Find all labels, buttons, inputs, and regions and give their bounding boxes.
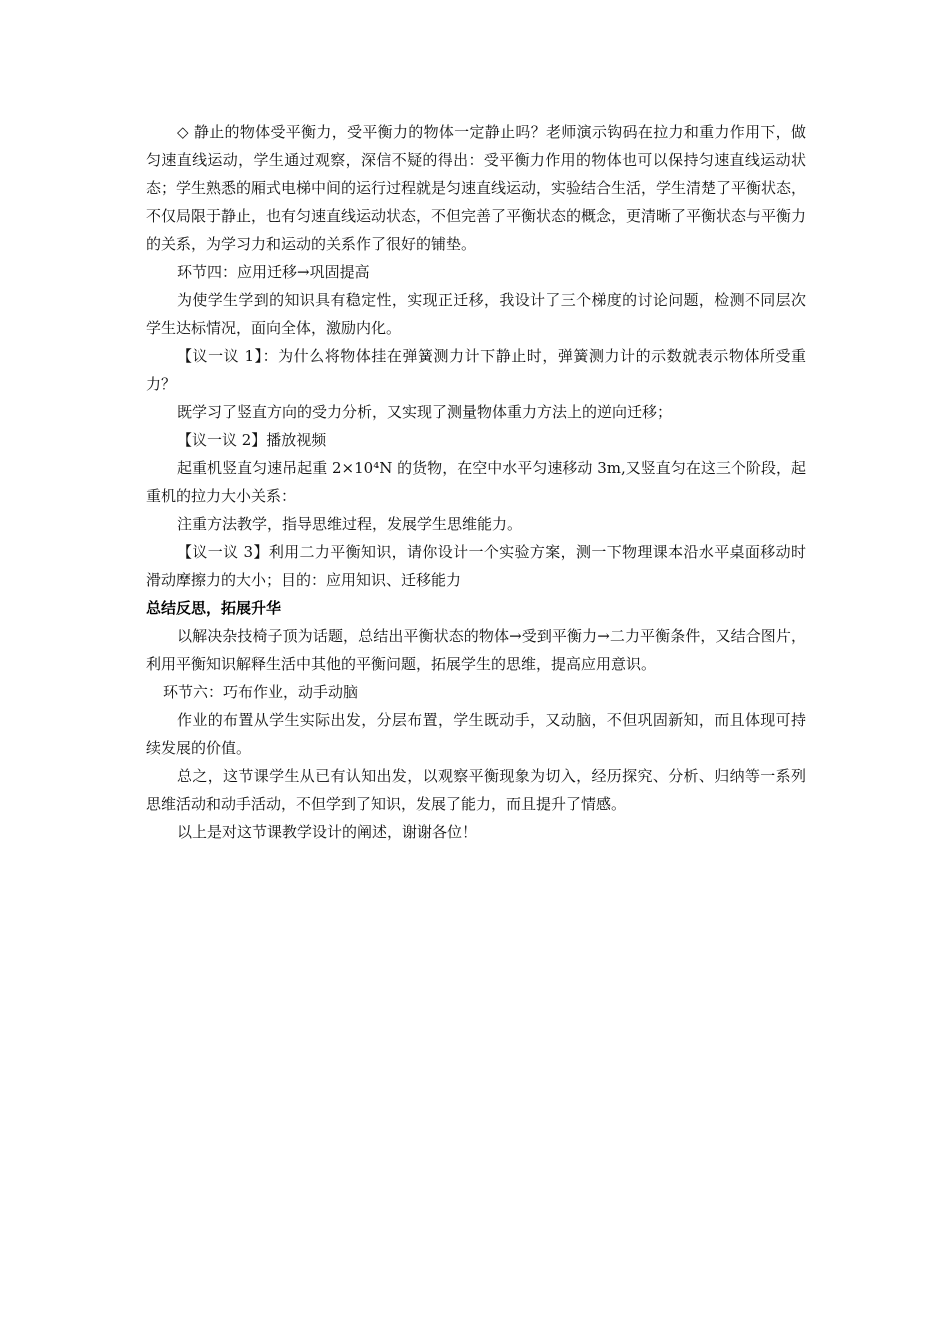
- paragraph-crane-problem: 起重机竖直匀速吊起重 2×10⁴N 的货物，在空中水平匀速移动 3m,又竖直匀在这三个阶段，起重机的拉力大小关系：: [146, 459, 806, 505]
- section-step-four: 环节四：应用迁移→巩固提高: [177, 263, 370, 281]
- paragraph-summary: 以解决杂技椅子顶为话题，总结出平衡状态的物体→受到平衡力→二力平衡条件，又结合图片，利用平衡知识解释生活中其他的平衡问题，拓展学生的思维，提高应用意识。: [146, 627, 806, 673]
- section-heading-summary: 总结反思，拓展升华: [146, 599, 282, 617]
- paragraph-balance-motion: ◇ 静止的物体受平衡力，受平衡力的物体一定静止吗？老师演示钩码在拉力和重力作用下，做匀速直线运动，学生通过观察，深信不疑的得出：受平衡力作用的物体也可以保持匀速直线运动状态；学生熟悉的厢式电梯中间的运行过程就是匀速直线运动，实验结合生活，学生清楚了平衡状态，不仅局限于静止，也有匀速直线运动状态，不但完善了平衡状态的概念，更清晰了平衡状态与平衡力的关系，为学习力和运动的关系作了很好的铺垫。: [146, 123, 807, 253]
- paragraph-homework: 作业的布置从学生实际出发，分层布置，学生既动手，又动脑，不但巩固新知，而且体现可持续发展的价值。: [146, 711, 806, 757]
- paragraph-conclusion: 总之，这节课学生从已有认知出发，以观察平衡现象为切入，经历探究、分析、归纳等一系列思维活动和动手活动，不但学到了知识，发展了能力，而且提升了情感。: [146, 767, 806, 813]
- discussion-two: 【议一议 2】播放视频: [177, 431, 327, 449]
- paragraph-closing: 以上是对这节课教学设计的阐述，谢谢各位！: [177, 823, 478, 841]
- paragraph-discussion-one-note: 既学习了竖直方向的受力分析，又实现了测量物体重力方法上的逆向迁移；: [177, 403, 673, 421]
- document-body: [146, 118, 806, 846]
- discussion-one: 【议一议 1】：为什么将物体挂在弹簧测力计下静止时，弹簧测力计的示数就表示物体所受重力？: [146, 347, 806, 393]
- discussion-three: 【议一议 3】利用二力平衡知识，请你设计一个实验方案，测一下物理课本沿水平桌面移动时滑动摩擦力的大小；目的：应用知识、迁移能力: [146, 543, 806, 589]
- section-step-six: 环节六：巧布作业，动手动脑: [163, 683, 359, 701]
- paragraph-transfer-intro: 为使学生学到的知识具有稳定性，实现正迁移，我设计了三个梯度的讨论问题，检测不同层次学生达标情况，面向全体，激励内化。: [146, 291, 806, 337]
- paragraph-discussion-two-note: 注重方法教学，指导思维过程，发展学生思维能力。: [177, 515, 523, 533]
